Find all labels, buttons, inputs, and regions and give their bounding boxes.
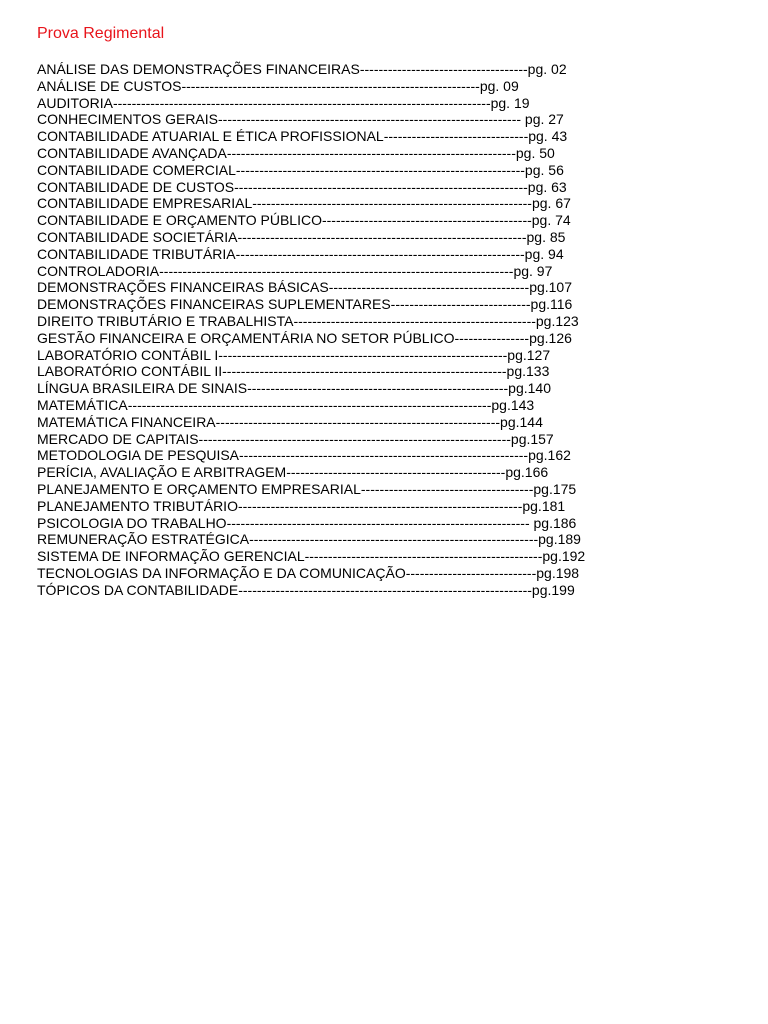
toc-entry: DEMONSTRAÇÕES FINANCEIRAS BÁSICAS-------------------------------------------pg.107 <box>37 279 573 296</box>
toc-entry: GESTÃO FINANCEIRA E ORÇAMENTÁRIA NO SETOR PÚBLICO----------------pg.126 <box>37 329 572 346</box>
toc-entry: ANÁLISE DAS DEMONSTRAÇÕES FINANCEIRAS------------------------------------pg. 02 <box>37 61 567 77</box>
toc-entry: PLANEJAMENTO TRIBUTÁRIO-------------------------------------------------------------pg.181 <box>37 497 566 514</box>
toc-entry: PERÍCIA, AVALIAÇÃO E ARBITRAGEM-----------------------------------------------pg.166 <box>37 464 549 481</box>
toc-entry: SISTEMA DE INFORMAÇÃO GERENCIAL---------------------------------------------------pg.192 <box>37 548 586 565</box>
table-of-contents <box>37 61 585 599</box>
toc-entry: LÍNGUA BRASILEIRA DE SINAIS--------------------------------------------------------pg.140 <box>37 380 551 397</box>
toc-entry: CONTABILIDADE DE CUSTOS---------------------------------------------------------------pg. 63 <box>37 178 567 195</box>
toc-entry: LABORATÓRIO CONTÁBIL I--------------------------------------------------------------pg.127 <box>37 346 551 363</box>
toc-entry: TECNOLOGIAS DA INFORMAÇÃO E DA COMUNICAÇÃO----------------------------pg.198 <box>37 564 580 581</box>
toc-entry: CONTABILIDADE ATUARIAL E ÉTICA PROFISSIONAL-------------------------------pg. 43 <box>37 128 568 145</box>
toc-entry: CONTABILIDADE AVANÇADA--------------------------------------------------------------pg. 50 <box>37 144 555 161</box>
toc-entry: CONTABILIDADE TRIBUTÁRIA--------------------------------------------------------------pg. 94 <box>37 245 564 262</box>
toc-entry: MATEMÁTICA FINANCEIRA-------------------------------------------------------------pg.144 <box>37 413 543 430</box>
toc-entry: ANÁLISE DE CUSTOS----------------------------------------------------------------pg. 09 <box>37 77 519 94</box>
toc-entry: CONHECIMENTOS GERAIS----------------------------------------------------------------- pg. 27 <box>37 111 564 128</box>
toc-entry: DIREITO TRIBUTÁRIO E TRABALHISTA----------------------------------------------------pg.123 <box>37 312 579 329</box>
toc-entry: CONTABILIDADE E ORÇAMENTO PÚBLICO---------------------------------------------pg. 74 <box>37 212 571 229</box>
page-title: Prova Regimental <box>37 25 165 42</box>
toc-entry: AUDITORIA---------------------------------------------------------------------------------pg. 19 <box>37 94 530 111</box>
toc-entry: PSICOLOGIA DO TRABALHO----------------------------------------------------------------- pg.186 <box>37 514 577 531</box>
toc-entry: MERCADO DE CAPITAIS-------------------------------------------------------------------pg.157 <box>37 430 554 447</box>
toc-entry: CONTROLADORIA----------------------------------------------------------------------------pg. 97 <box>37 262 553 279</box>
toc-entry: DEMONSTRAÇÕES FINANCEIRAS SUPLEMENTARES------------------------------pg.116 <box>37 296 573 313</box>
toc-entry: REMUNERAÇÃO ESTRATÉGICA--------------------------------------------------------------pg.189 <box>37 531 581 548</box>
toc-entry: TÓPICOS DA CONTABILIDADE---------------------------------------------------------------pg.199 <box>37 581 575 598</box>
toc-entry: LABORATÓRIO CONTÁBIL II-------------------------------------------------------------pg.133 <box>37 363 550 380</box>
toc-entry: PLANEJAMENTO E ORÇAMENTO EMPRESARIAL-------------------------------------pg.175 <box>37 480 577 497</box>
toc-entry: METODOLOGIA DE PESQUISA--------------------------------------------------------------pg.162 <box>37 447 571 464</box>
toc-entry: CONTABILIDADE EMPRESARIAL------------------------------------------------------------pg. 67 <box>37 195 571 212</box>
toc-entry: CONTABILIDADE COMERCIAL--------------------------------------------------------------pg. 56 <box>37 161 564 178</box>
toc-entry: CONTABILIDADE SOCIETÁRIA--------------------------------------------------------------pg. 85 <box>37 228 566 245</box>
toc-entry: MATEMÁTICA------------------------------------------------------------------------------pg.143 <box>37 396 535 413</box>
